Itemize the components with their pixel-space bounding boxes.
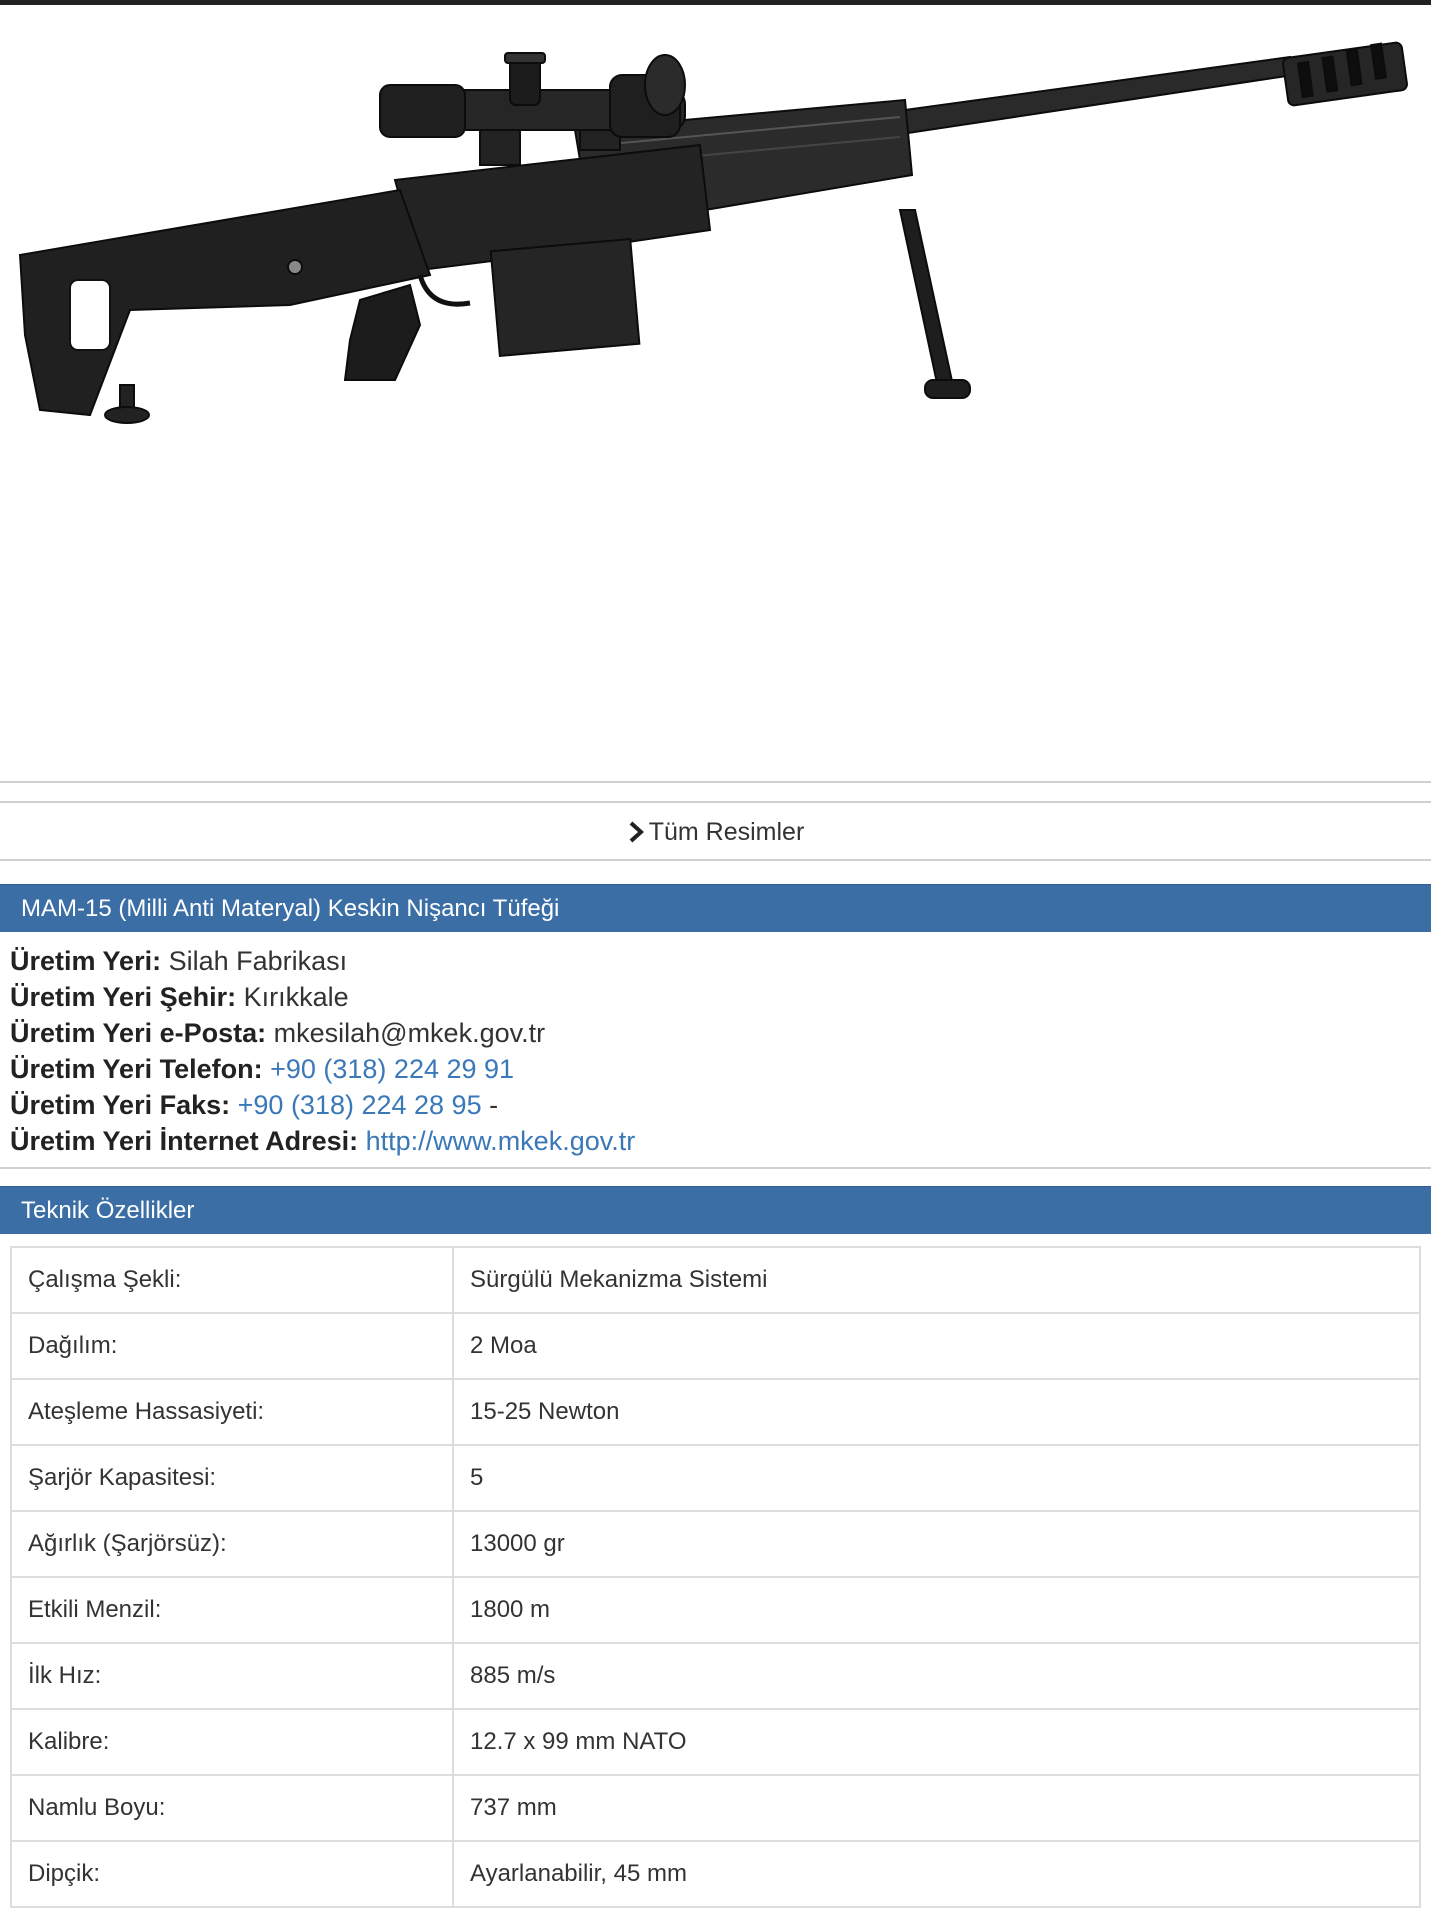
table-row: [11, 1775, 1420, 1841]
divider-top: [0, 781, 1431, 783]
producer-fax-label: Üretim Yeri Faks:: [10, 1090, 231, 1120]
specs-table: [10, 1246, 1421, 1908]
producer-fax-suffix: -: [481, 1090, 499, 1120]
producer-fax: [10, 1087, 635, 1123]
spec-key: Etkili Menzil:: [11, 1577, 453, 1643]
spec-key: Dipçik:: [11, 1841, 453, 1907]
divider-mid: [0, 801, 1431, 803]
spec-key: Namlu Boyu:: [11, 1775, 453, 1841]
producer-phone-link[interactable]: +90 (318) 224 29 91: [270, 1054, 515, 1084]
product-title-bar: [0, 884, 1431, 932]
spec-value: 885 m/s: [453, 1643, 1420, 1709]
divider-info: [0, 1167, 1431, 1169]
producer-place-label: Üretim Yeri:: [10, 946, 162, 976]
spec-value: 12.7 x 99 mm NATO: [453, 1709, 1420, 1775]
spec-value: 5: [453, 1445, 1420, 1511]
spec-value: 737 mm: [453, 1775, 1420, 1841]
producer-web: [10, 1123, 635, 1159]
all-images-label: Tüm Resimler: [648, 817, 805, 846]
spec-key: Ağırlık (Şarjörsüz):: [11, 1511, 453, 1577]
spec-key: Ateşleme Hassasiyeti:: [11, 1379, 453, 1445]
producer-info: [10, 943, 635, 1159]
producer-place-value: Silah Fabrikası: [168, 946, 348, 976]
spec-value: 1800 m: [453, 1577, 1420, 1643]
product-image[interactable]: [0, 5, 1431, 775]
producer-phone: [10, 1051, 635, 1087]
table-row: [11, 1841, 1420, 1907]
specs-header-bar: [0, 1186, 1431, 1234]
producer-phone-label: Üretim Yeri Telefon:: [10, 1054, 263, 1084]
producer-web-label: Üretim Yeri İnternet Adresi:: [10, 1126, 359, 1156]
table-row: [11, 1709, 1420, 1775]
table-row: [11, 1643, 1420, 1709]
table-row: [11, 1379, 1420, 1445]
spec-value: Sürgülü Mekanizma Sistemi: [453, 1247, 1420, 1313]
producer-place: [10, 943, 635, 979]
chevron-right-icon: [627, 820, 645, 844]
producer-web-link[interactable]: http://www.mkek.gov.tr: [365, 1126, 636, 1156]
table-row: [11, 1313, 1420, 1379]
producer-city: [10, 979, 635, 1015]
spec-key: Çalışma Şekli:: [11, 1247, 453, 1313]
all-images-link[interactable]: [0, 805, 1431, 859]
spec-key: Dağılım:: [11, 1313, 453, 1379]
table-row: [11, 1511, 1420, 1577]
producer-email: [10, 1015, 635, 1051]
spec-key: Şarjör Kapasitesi:: [11, 1445, 453, 1511]
producer-email-label: Üretim Yeri e-Posta:: [10, 1018, 267, 1048]
table-row: [11, 1445, 1420, 1511]
producer-city-label: Üretim Yeri Şehir:: [10, 982, 237, 1012]
spec-key: İlk Hız:: [11, 1643, 453, 1709]
table-row: [11, 1577, 1420, 1643]
product-title: MAM-15 (Milli Anti Materyal) Keskin Nişancı Tüfeği: [21, 894, 560, 922]
spec-value: 13000 gr: [453, 1511, 1420, 1577]
specs-header: Teknik Özellikler: [21, 1196, 195, 1224]
producer-email-value: mkesilah@mkek.gov.tr: [273, 1018, 546, 1048]
spec-value: Ayarlanabilir, 45 mm: [453, 1841, 1420, 1907]
table-row: [11, 1247, 1420, 1313]
spec-key: Kalibre:: [11, 1709, 453, 1775]
divider-bottom: [0, 859, 1431, 861]
spec-value: 2 Moa: [453, 1313, 1420, 1379]
producer-city-value: Kırıkkale: [243, 982, 349, 1012]
producer-fax-link[interactable]: +90 (318) 224 28 95: [237, 1090, 482, 1120]
spec-value: 15-25 Newton: [453, 1379, 1420, 1445]
